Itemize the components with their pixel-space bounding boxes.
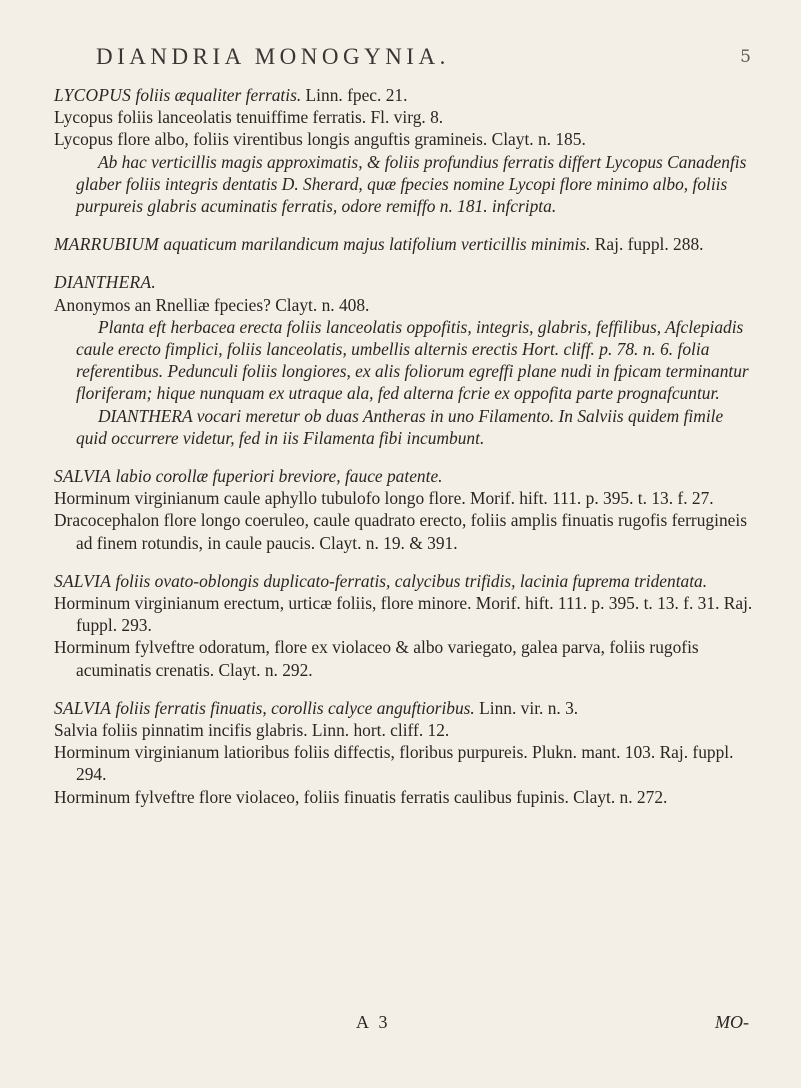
entry-heading: [54, 84, 757, 106]
entry-note: Ab hac verticillis magis approximatis, & foliis profundius ferratis differt Lycopus Canadenfis glaber foliis integris dentatis D. Sherard, quæ fpecies nomine Lycopi flore minimo albo, foliis purpureis glabris acuminatis ferratis, odore remiffo n. 181. infcripta.: [76, 151, 747, 217]
entry-citation: Linn. vir. n. 3.: [474, 697, 579, 718]
entry-heading: [54, 465, 757, 487]
entry-genus: LYCOPUS: [54, 85, 132, 105]
synonym-line: Lycopus flore albo, foliis virentibus longis anguftis gramineis. Clayt. n. 185.: [54, 129, 586, 150]
synonym-line: Horminum virginianum latioribus foliis diffectis, floribus purpureis. Plukn. mant. 103. Raj. fuppl. 294.: [54, 742, 734, 785]
entry-citation: Linn. fpec. 21.: [301, 85, 408, 105]
entry-heading-text: foliis ovato-oblongis duplicato-ferratis, calycibus trifidis, lacinia fuprema tridentata.: [111, 570, 708, 591]
entry-salvia-2: [54, 570, 757, 681]
entry-heading-text: aquaticum marilandicum majus latifolium verticillis minimis.: [159, 234, 591, 255]
synonym-line: Horminum virginianum erectum, urticæ foliis, flore minore. Morif. hift. 111. p. 395. t. 13. f. 31. Raj. fuppl. 293.: [54, 593, 753, 636]
entry-heading-text: foliis æqualiter ferratis.: [131, 85, 302, 105]
entry-genus: MARRUBIUM: [54, 234, 160, 255]
entry-heading-text: foliis ferratis finuatis, corollis calyce anguftioribus.: [111, 697, 475, 718]
entry-lycopus: [54, 84, 757, 217]
entry-heading: [54, 697, 757, 719]
entry-genus: SALVIA: [54, 466, 112, 487]
entry-genus: SALVIA: [54, 697, 112, 718]
entry-heading: [54, 271, 757, 293]
entry-dianthera: [54, 271, 757, 449]
catchword: MO-: [715, 1012, 749, 1032]
page-number: 5: [740, 47, 751, 67]
entry-marrubium: [54, 233, 757, 255]
synonym-line: Horminum fylveftre flore violaceo, foliis finuatis ferratis caulibus fupinis. Clayt. n. 272.: [54, 786, 668, 807]
synonym-line: Lycopus foliis lanceolatis tenuiffime ferratis. Fl. virg. 8.: [54, 107, 444, 128]
entry-salvia-3: [54, 697, 757, 808]
entry-note: Planta eft herbacea erecta foliis lanceolatis oppofitis, integris, glabris, feffilibus, Afclepiadis caule erecto fimplici, foliis lanceolatis, umbellis alternis erectis Hort. cliff. p. 78. n. 6. folia referentibus. Pedunculi foliis longiores, ex alis foliorum egreffi plane nudi in fpicam terminantur floriferam; hique nunquam ex utraque ala, fed alterna fcrie ex oppofita parte prognafcuntur.: [76, 316, 749, 404]
synonym-line: Anonymos an Rnelliæ fpecies? Clayt. n. 408.: [54, 294, 370, 315]
entry-note: DIANTHERA vocari meretur ob duas Antheras in uno Filamento. In Salviis quidem fimile quid occurrere videtur, fed in iis Filamenta fibi incumbunt.: [76, 405, 724, 448]
page-header: [54, 38, 757, 84]
page-content: [54, 84, 757, 808]
synonym-line: Salvia foliis pinnatim incifis glabris. Linn. hort. cliff. 12.: [54, 720, 450, 741]
entry-salvia-1: [54, 465, 757, 554]
entry-heading: [54, 570, 757, 592]
running-head: DIANDRIA MONOGYNIA.: [96, 44, 450, 69]
entry-heading: [54, 233, 757, 255]
synonym-line: Horminum virginianum caule aphyllo tubulofo longo flore. Morif. hift. 111. p. 395. t. 13. f. 27.: [54, 488, 714, 509]
entry-genus: SALVIA: [54, 570, 112, 591]
signature-mark: A 3: [356, 1012, 391, 1032]
synonym-line: Horminum fylveftre odoratum, flore ex violaceo & albo variegato, galea parva, foliis rugofis acuminatis crenatis. Clayt. n. 292.: [54, 637, 699, 680]
synonym-line: Dracocephalon flore longo coeruleo, caule quadrato erecto, foliis amplis finuatis rugofis ferrugineis ad finem rotundis, in caule paucis. Clayt. n. 19. & 391.: [54, 510, 747, 553]
entry-heading-text: labio corollæ fuperiori breviore, fauce patente.: [111, 466, 443, 487]
entry-citation: Raj. fuppl. 288.: [590, 234, 704, 255]
entry-genus: DIANTHERA.: [54, 272, 157, 293]
